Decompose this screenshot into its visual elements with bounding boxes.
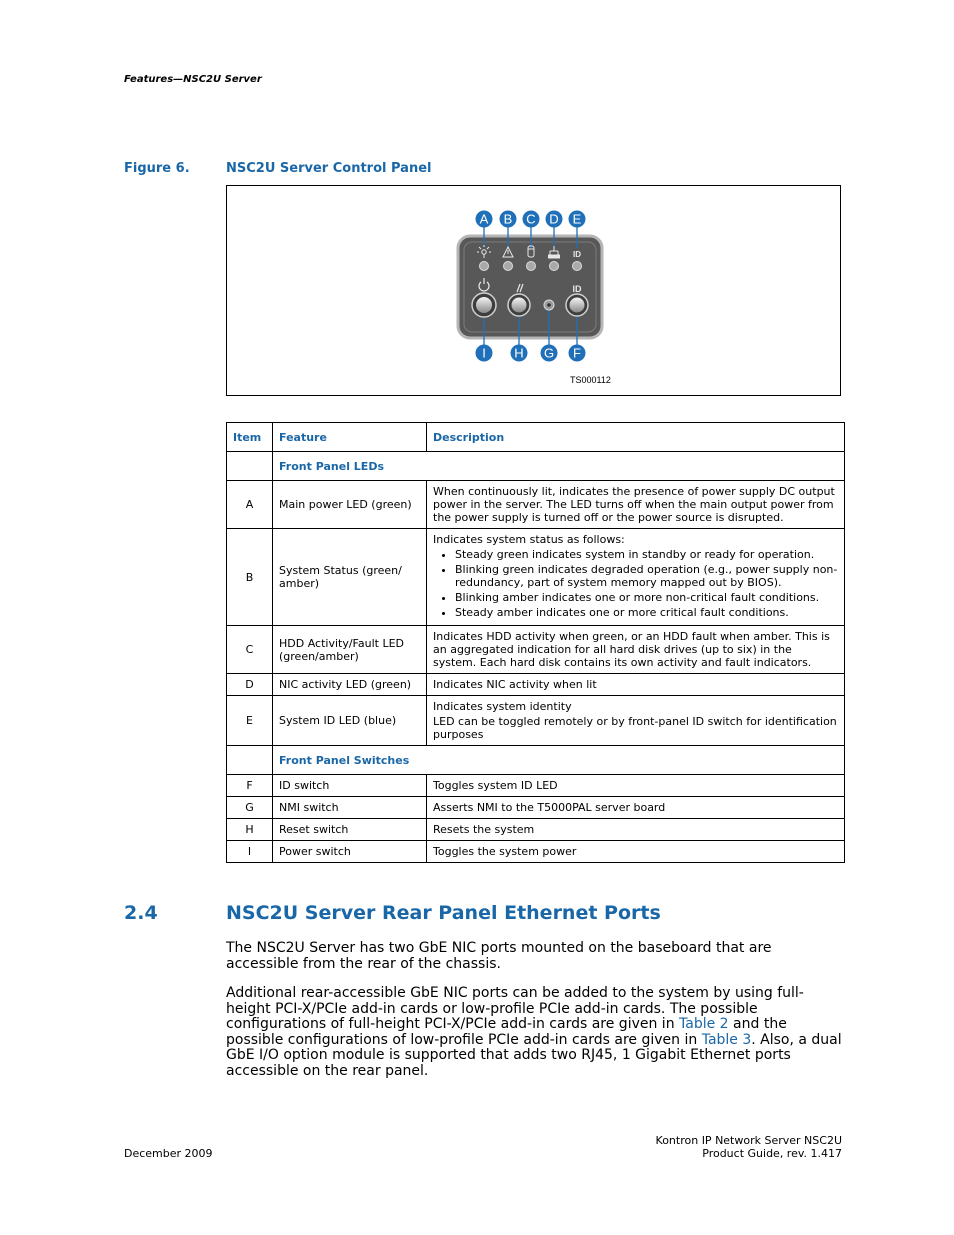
status-intro: Indicates system status as follows: [433, 533, 625, 546]
section-number: 2.4 [124, 902, 158, 924]
section-row [227, 452, 845, 481]
callout-d [546, 211, 563, 228]
item-cell: C [227, 626, 273, 674]
id-switch-label: ID [572, 284, 582, 294]
footer-product-guide: Product Guide, rev. 1.417 [702, 1147, 842, 1160]
feature-cell: NIC activity LED (green) [273, 674, 427, 696]
description-cell [427, 529, 845, 626]
paragraph-text: and the possible configurations of low-profile PCIe add-in cards are given in [226, 1016, 787, 1048]
paragraph-text: . Also, a dual GbE I/O option module is supported that adds two RJ45, 1 Gigabit Ethernet ports accessible on the rear panel. [226, 1031, 842, 1079]
footer-product [656, 1134, 842, 1160]
callout-label: G [543, 345, 555, 361]
item-cell: D [227, 674, 273, 696]
table-row [227, 626, 845, 674]
table-row [227, 674, 845, 696]
callout-g [541, 345, 558, 362]
callout-a [476, 211, 493, 228]
callout-label: F [573, 345, 581, 361]
figure-caption [124, 161, 431, 176]
feature-cell: System Status (green/ amber) [273, 529, 427, 626]
led-a [480, 262, 489, 271]
item-cell: H [227, 819, 273, 841]
callouts-top [476, 211, 586, 228]
led-e [573, 262, 582, 271]
figure-number: Figure 6. [124, 161, 190, 176]
footer-product-name: Kontron IP Network Server NSC2U [655, 1134, 842, 1147]
table-row [227, 819, 845, 841]
callout-b [500, 211, 517, 228]
table-header-row [227, 423, 845, 452]
callouts-bottom [476, 345, 586, 362]
description-cell: Resets the system [427, 819, 845, 841]
section-title: NSC2U Server Rear Panel Ethernet Ports [226, 902, 661, 924]
list-item: • Steady green indicates system in standby or ready for operation. [455, 548, 838, 561]
item-cell: E [227, 696, 273, 746]
figure-title: NSC2U Server Control Panel [226, 161, 432, 176]
description-cell: When continuously lit, indicates the presence of power supply DC output power in the server. The LED turns off when the main output power from the power supply is turned off or the power source is disrupted. [427, 481, 845, 529]
item-cell: I [227, 841, 273, 863]
callout-e [569, 211, 586, 228]
id-led-label: ID [573, 250, 581, 259]
callout-f [569, 345, 586, 362]
table-row [227, 841, 845, 863]
header-feature: Feature [273, 423, 427, 452]
nmi-switch [544, 300, 554, 310]
callout-h [511, 345, 528, 362]
led-b [504, 262, 513, 271]
description-cell: Toggles the system power [427, 841, 845, 863]
item-cell: G [227, 797, 273, 819]
description-cell: Asserts NMI to the T5000PAL server board [427, 797, 845, 819]
description-cell: Indicates NIC activity when lit [427, 674, 845, 696]
callout-label: C [526, 211, 536, 227]
feature-cell: HDD Activity/Fault LED (green/amber) [273, 626, 427, 674]
callout-label: A [479, 211, 489, 227]
description-cell: Indicates HDD activity when green, or an HDD fault when amber. This is an aggregated indication for all hard disk drives (up to six) in the system. Each hard disk contains its own activity and fault indicators. [427, 626, 845, 674]
description-cell: Toggles system ID LED [427, 775, 845, 797]
reset-switch [508, 294, 530, 316]
footer-date: December 2009 [124, 1147, 213, 1160]
control-panel-diagram [227, 186, 840, 395]
image-code: TS000112 [570, 375, 611, 385]
paragraph-text: Additional rear-accessible GbE NIC ports can be added to the system by using full-height PCI-X/PCIe add-in cards or low-profile PCIe add-in cards. The possible configurations of full-height PCI-X/PCIe add-in cards are given in [226, 985, 804, 1033]
list-item: • Blinking amber indicates one or more non-critical fault conditions. [455, 591, 838, 604]
led-d [550, 262, 559, 271]
table-row [227, 797, 845, 819]
feature-cell: Main power LED (green) [273, 481, 427, 529]
led-c [527, 262, 536, 271]
description-cell [427, 696, 845, 746]
description-line: LED can be toggled remotely or by front-panel ID switch for identification purposes [433, 715, 837, 741]
feature-cell: ID switch [273, 775, 427, 797]
feature-cell: Reset switch [273, 819, 427, 841]
callout-label: E [572, 211, 582, 227]
callout-label: D [549, 211, 559, 227]
running-header: Features—NSC2U Server [124, 74, 262, 85]
paragraph [226, 986, 846, 1080]
table-2-link[interactable]: Table 2 [679, 1016, 729, 1033]
feature-table [226, 422, 845, 863]
callout-i [476, 345, 493, 362]
table-row [227, 696, 845, 746]
feature-cell: Power switch [273, 841, 427, 863]
callout-c [523, 211, 540, 228]
feature-cell: NMI switch [273, 797, 427, 819]
list-item: • Steady amber indicates one or more critical fault conditions. [455, 606, 838, 619]
table-3-link[interactable]: Table 3 [701, 1031, 752, 1048]
section-label: Front Panel LEDs [273, 452, 845, 481]
callout-label: I [482, 345, 486, 361]
header-description: Description [427, 423, 845, 452]
section-heading [124, 902, 661, 924]
callout-label: B [503, 211, 513, 227]
item-cell: B [227, 529, 273, 626]
paragraph: The NSC2U Server has two GbE NIC ports mounted on the baseboard that are accessible from the rear of the chassis. [226, 940, 772, 972]
list-item: • Blinking green indicates degraded operation (e.g., power supply non-redundancy, part of system memory mapped out by BIOS). [455, 563, 838, 589]
table-row [227, 481, 845, 529]
table-row [227, 775, 845, 797]
section-row [227, 746, 845, 775]
feature-cell: System ID LED (blue) [273, 696, 427, 746]
power-switch [472, 293, 496, 317]
section-label: Front Panel Switches [273, 746, 845, 775]
status-bullet-list [433, 548, 838, 619]
id-switch [566, 294, 588, 316]
item-cell: F [227, 775, 273, 797]
figure-frame [226, 185, 841, 396]
description-line: Indicates system identity [433, 700, 572, 713]
callout-label: H [514, 345, 524, 361]
header-item: Item [227, 423, 273, 452]
table-row [227, 529, 845, 626]
item-cell: A [227, 481, 273, 529]
